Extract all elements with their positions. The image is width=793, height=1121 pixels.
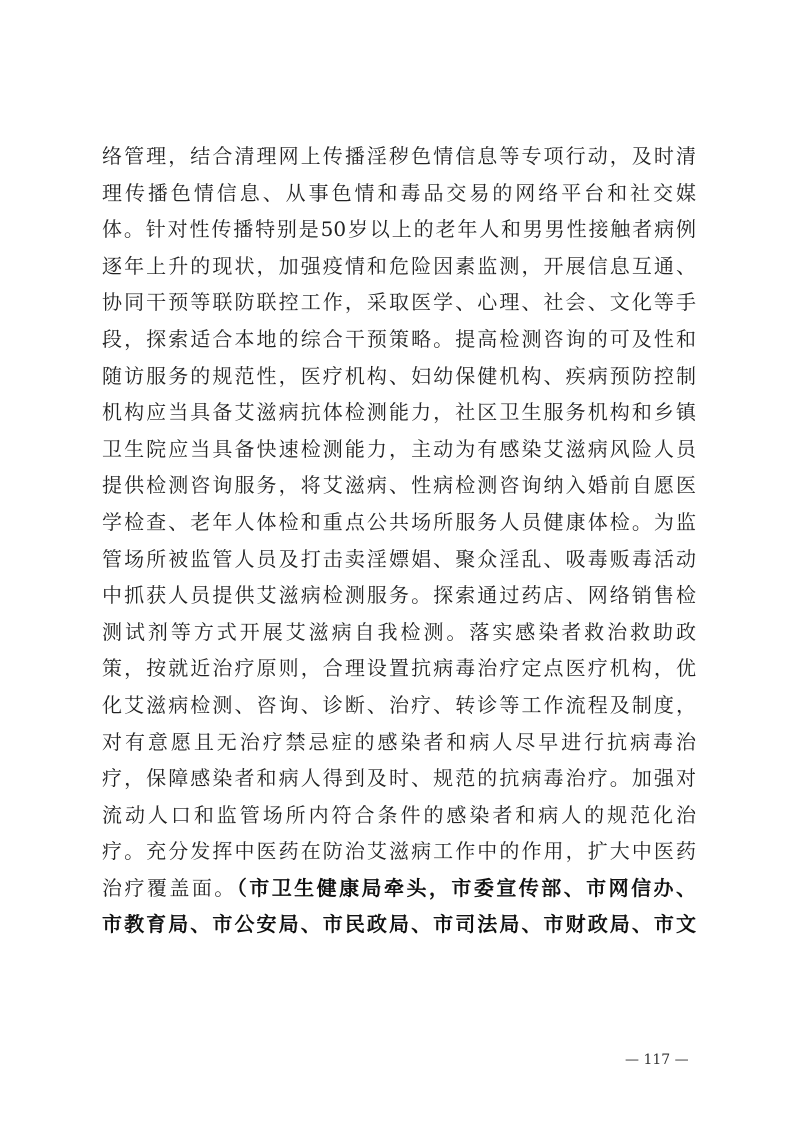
text-line-15: 策，按就近治疗原则，合理设置抗病毒治疗定点医疗机构，优 <box>102 656 696 681</box>
text-line-10: 提供检测咨询服务，将艾滋病、性病检测咨询纳入婚前自愿医 <box>102 473 696 498</box>
text-line-14: 测试剂等方式开展艾滋病自我检测。落实感染者救治救助政 <box>102 619 696 644</box>
text-line-9: 卫生院应当具备快速检测能力，主动为有感染艾滋病风险人员 <box>102 436 696 461</box>
text-line-4: 逐年上升的现状，加强疫情和危险因素监测，开展信息互通、 <box>102 253 696 278</box>
text-line-17: 对有意愿且无治疗禁忌症的感染者和病人尽早进行抗病毒治 <box>102 729 696 754</box>
text-line-21-regular: 治疗覆盖面。 <box>102 875 237 900</box>
text-line-7: 随访服务的规范性，医疗机构、妇幼保健机构、疾病预防控制 <box>102 363 696 388</box>
text-line-3: 体。针对性传播特别是50岁以上的老年人和男男性接触者病例 <box>102 217 696 242</box>
page-number: — 117 — <box>625 1052 689 1068</box>
text-line-22: 市教育局、市公安局、市民政局、市司法局、市财政局、市文 <box>102 912 696 937</box>
text-line-8: 机构应当具备艾滋病抗体检测能力，社区卫生服务机构和乡镇 <box>102 400 696 425</box>
text-line-21-bold: （市卫生健康局牵头，市委宣传部、市网信办、 <box>236 875 697 900</box>
text-line-1: 络管理，结合清理网上传播淫秽色情信息等专项行动，及时清 <box>102 144 696 168</box>
text-line-18: 疗，保障感染者和病人得到及时、规范的抗病毒治疗。加强对 <box>102 766 696 791</box>
text-line-11: 学检查、老年人体检和重点公共场所服务人员健康体检。为监 <box>102 509 696 534</box>
text-line-6: 段，探索适合本地的综合干预策略。提高检测咨询的可及性和 <box>102 326 696 351</box>
text-line-21 <box>102 870 696 907</box>
text-line-5: 协同干预等联防联控工作，采取医学、心理、社会、文化等手 <box>102 290 696 315</box>
text-line-20: 疗。充分发挥中医药在防治艾滋病工作中的作用，扩大中医药 <box>102 839 696 864</box>
text-line-16: 化艾滋病检测、咨询、诊断、治疗、转诊等工作流程及制度， <box>102 692 696 717</box>
text-line-19: 流动人口和监管场所内符合条件的感染者和病人的规范化治 <box>102 802 696 827</box>
text-line-2: 理传播色情信息、从事色情和毒品交易的网络平台和社交媒 <box>102 180 696 205</box>
text-line-12: 管场所被监管人员及打击卖淫嫖娼、聚众淫乱、吸毒贩毒活动 <box>102 546 696 571</box>
body-text <box>102 138 696 943</box>
text-line-13: 中抓获人员提供艾滋病检测服务。探索通过药店、网络销售检 <box>102 583 696 608</box>
